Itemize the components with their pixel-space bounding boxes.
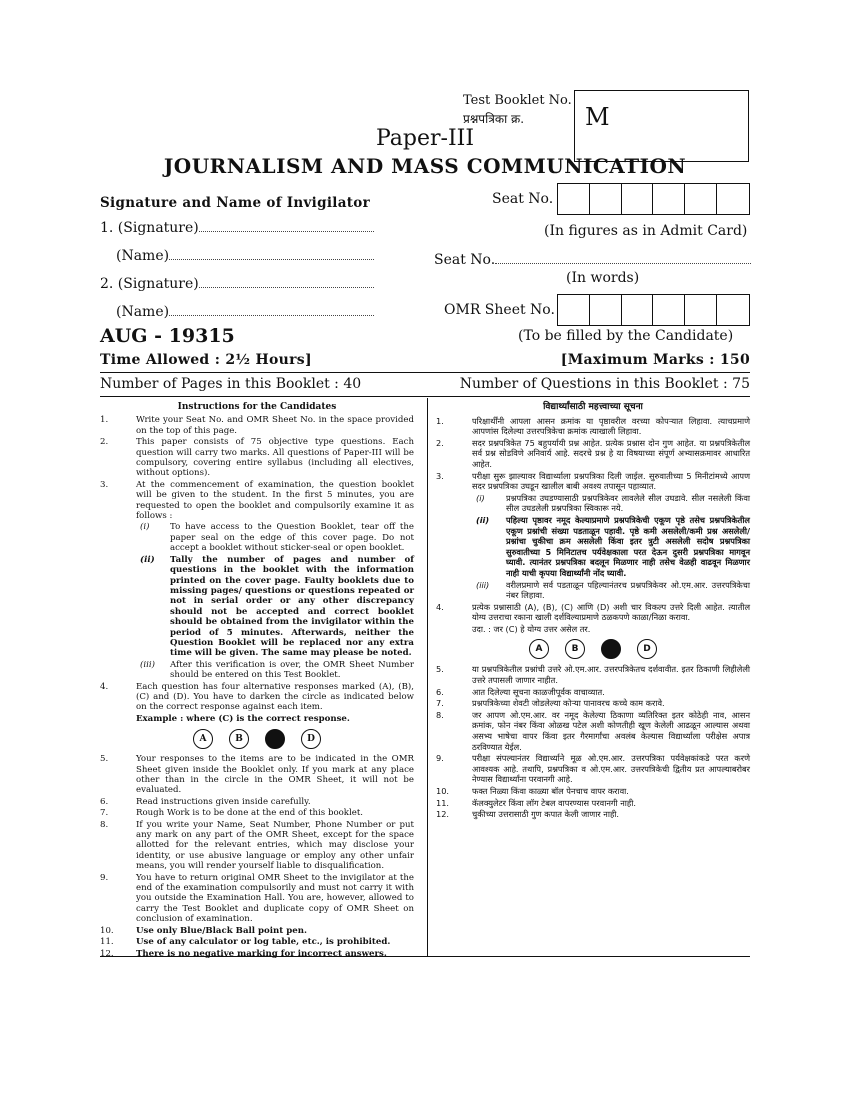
list-item: 3. At the commencement of examination, the question booklet will be given to the student. In the first 5 minutes, you are requested to open the booklet and compulsorily examine it as follows : xyxy=(100,479,414,522)
answer-example-circles-marathi xyxy=(436,639,750,659)
list-item: 6. Read instructions given inside carefully. xyxy=(100,796,311,807)
dotted-line xyxy=(199,277,374,288)
seat-no-words-label: Seat No. xyxy=(434,252,496,268)
signature-1-label: 1. (Signature) xyxy=(100,220,199,236)
list-item: 2. सदर प्रश्नपत्रिकेत 75 बहुपर्यायी प्रश्न आहेत. प्रत्येक प्रश्नास दोन गुण आहेत. या प्रश्नपत्रिकेतील सर्व प्रश्न सोडविणे अनिवार्य आहे. सदरचे प्रश्न हे या विषयाच्या संपूर्ण अभ्यासक्रमावर आधारित आहेत. xyxy=(436,437,750,469)
name-1-line[interactable] xyxy=(116,248,374,264)
dotted-line xyxy=(495,253,751,264)
omr-boxes[interactable] xyxy=(557,294,750,326)
column-divider xyxy=(427,398,428,956)
list-item: 8. If you write your Name, Seat Number, Phone Number or put any mark on any part of the OMR Sheet, except for the space allotted for the relevant entries, which may disclose your identity, or use abusive language or employ any other unfair means, you will render yourself liable to disqualification. xyxy=(100,819,414,872)
paper-label: Paper-III xyxy=(375,126,475,151)
instructions-title-marathi: विद्यार्थ्यांसाठी महत्त्वाच्या सूचना xyxy=(543,402,643,412)
signature-2-line[interactable] xyxy=(100,276,374,292)
list-item: 11. कॅलक्युलेटर किंवा लॉग टेबल वापरण्यास परवानगी नाही. xyxy=(436,797,636,808)
paper-title xyxy=(0,126,850,151)
seat-no-words-line[interactable] xyxy=(434,252,751,268)
signature-2-label: 2. (Signature) xyxy=(100,276,199,292)
omr-note: (To be filled by the Candidate) xyxy=(518,328,734,344)
dotted-line xyxy=(169,249,374,260)
omr-label: OMR Sheet No. xyxy=(444,302,555,318)
list-item: 10. फक्त निळ्या किंवा काळ्या बॉल पेनचाच वापर करावा. xyxy=(436,786,629,796)
list-item: Example : where (C) is the correct response. xyxy=(136,713,350,724)
name-2-line[interactable] xyxy=(116,304,374,320)
instructions-english xyxy=(100,402,414,960)
signature-1-line[interactable] xyxy=(100,220,374,236)
list-item: 5. Your responses to the items are to be indicated in the OMR Sheet given inside the Booklet only. If you mark at any place other than in the circle in the OMR Sheet, it will not be evaluated. xyxy=(100,754,414,796)
list-subitem: (i) प्रश्नपत्रिका उघडण्यासाठी प्रश्नपत्रिकेवर लावलेले सील उघडावे. सील नसलेली किंवा सील उघडलेली प्रश्नपत्रिका स्विकारू नये. xyxy=(476,492,750,514)
booklet-code: M xyxy=(585,103,610,131)
list-item: 9. You have to return original OMR Sheet to the invigilator at the end of the examination compulsorily and must not carry it with you outside the Examination Hall. You are, however, allowed to carry the Test Booklet and duplicate copy of OMR Sheet on conclusion of examination. xyxy=(100,872,414,925)
list-item: 8. जर आपण ओ.एम.आर. वर नमूद केलेल्या ठिकाणा व्यतिरिक्त इतर कोठेही नाव, आसन क्रमांक, फोन नंबर किंवा ओळख पटेल अशी कोणतीही खूण केलेली आढळून आल्यास अथवा असभ्य भाषेचा वापर किंवा इतर गैरमार्गांचा अवलंब केल्यास विद्यार्थ्याला परीक्षेस अपात्र ठरविण्यात येईल. xyxy=(436,709,750,752)
booklet-label-en: Test Booklet No. xyxy=(463,93,572,108)
option-circle-c-filled xyxy=(265,729,285,749)
list-item: 4. Each question has four alternative responses marked (A), (B), (C) and (D). You have to darken the circle as indicated below on the correct response against each item. xyxy=(100,681,414,713)
name-1-label: (Name) xyxy=(116,248,170,264)
list-item: 10. Use only Blue/Black Ball point pen. xyxy=(100,925,307,936)
figures-note: (In figures as in Admit Card) xyxy=(544,223,748,239)
seat-no-label: Seat No. xyxy=(492,191,554,207)
instructions-title: Instructions for the Candidates xyxy=(177,402,337,412)
list-item: 4. प्रत्येक प्रश्नासाठी (A), (B), (C) आणि (D) अशी चार विकल्प उत्तरे दिली आहेत. त्यातील योग्य उत्तराचा रकाना खाली दर्शविल्याप्रमाणे ठळकपणे काळा/निळा करावा. xyxy=(436,601,750,623)
list-item: 2. This paper consists of 75 objective type questions. Each question will carry two marks. All questions of Paper-III will be compulsory, covering entire syllabus (including all electives, without options). xyxy=(100,437,414,479)
dotted-line xyxy=(199,221,374,232)
booklet-number-label xyxy=(463,92,572,128)
seat-no-boxes[interactable] xyxy=(557,183,750,215)
option-circle-b: B xyxy=(565,639,585,659)
time-allowed: Time Allowed : 2½ Hours] xyxy=(100,352,312,368)
list-item: 11. Use of any calculator or log table, etc., is prohibited. xyxy=(100,937,391,948)
invigilator-title: Signature and Name of Invigilator xyxy=(100,195,371,211)
words-note: (In words) xyxy=(566,270,640,286)
list-item: 1. Write your Seat No. and OMR Sheet No. in the space provided on the top of this page. xyxy=(100,415,414,436)
list-item: 12. There is no negative marking for incorrect answers. xyxy=(100,948,387,959)
instructions-marathi xyxy=(436,402,750,821)
list-item: 6. आत दिलेल्या सूचना काळजीपूर्वक वाचाव्यात. xyxy=(436,686,605,697)
questions-count: Number of Questions in this Booklet : 75 xyxy=(459,376,750,392)
pages-count: Number of Pages in this Booklet : 40 xyxy=(100,376,362,392)
list-item: 9. परीक्षा संपल्यानंतर विद्यार्थ्याने मूळ ओ.एम.आर. उत्तरपत्रिका पर्यवेक्षकांकडे परत करणे आवश्यक आहे. तथापि, प्रश्नपत्रिका व ओ.एम.आर. उत्तरपत्रिकेची द्वितीय प्रत आपल्याबरोबर नेण्यास विद्यार्थ्यांना परवानगी आहे. xyxy=(436,753,750,785)
list-item: उदा. : जर (C) हे योग्य उत्तर असेल तर. xyxy=(472,623,591,634)
subject-title: JOURNALISM AND MASS COMMUNICATION xyxy=(163,154,687,178)
answer-example-circles xyxy=(100,729,414,749)
list-item: 7. प्रश्नपत्रिकेच्या शेवटी जोडलेल्या कोऱ्या पानावरच कच्चे काम करावे. xyxy=(436,698,665,709)
booklet-label-mr: प्रश्नपत्रिका क्र. xyxy=(463,112,525,126)
list-subitem: (ii) Tally the number of pages and number of questions in the booklet with the information printed on the cover page. Faulty booklets due to missing pages/ questions or questions repeated or not in serial order or any other discrepancy should not be accepted and correct booklet should be obtained from the invigilator within the period of 5 minutes. Afterwards, neither the Question Booklet will be replaced nor any extra time will be given. The same may please be noted. xyxy=(140,554,414,659)
dotted-line xyxy=(169,305,374,316)
list-item: 7. Rough Work is to be done at the end of this booklet. xyxy=(100,808,364,819)
list-item: 1. परिक्षार्थींनी आपला आसन क्रमांक या पृष्ठावरील वरच्या कोपऱ्यात लिहावा. त्याचप्रमाणे आपणांस दिलेल्या उत्तरपत्रिकेचा क्रमांक त्याखाली लिहावा. xyxy=(436,415,750,437)
list-subitem: (iii) वरीलप्रमाणे सर्व पडताळून पहिल्यानंतरच प्रश्नपत्रिकेवर ओ.एम.आर. उत्तरपत्रिकेचा नंबर लिहावा. xyxy=(476,579,750,601)
divider xyxy=(100,396,750,397)
list-subitem: (i) To have access to the Question Booklet, tear off the paper seal on the edge of this cover page. Do not accept a booklet without sticker-seal or open booklet. xyxy=(140,522,414,554)
exam-code: AUG - 19315 xyxy=(100,325,235,347)
option-circle-d: D xyxy=(301,729,321,749)
list-subitem: (iii) After this verification is over, the OMR Sheet Number should be entered on this Test Booklet. xyxy=(140,659,414,681)
option-circle-a: A xyxy=(193,729,213,749)
list-item: 3. परीक्षा सुरू झाल्यावर विद्यार्थ्याला प्रश्नपत्रिका दिली जाईल. सुरुवातीच्या 5 मिनीटांमध्ये आपण सदर प्रश्नपत्रिका उघडून खालील बाबी अवश्य तपासून पहाव्यात. xyxy=(436,470,750,492)
option-circle-d: D xyxy=(637,639,657,659)
list-item: 12. चुकीच्या उत्तरासाठी गुण कपात केली जाणार नाही. xyxy=(436,809,620,820)
maximum-marks: [Maximum Marks : 150 xyxy=(560,352,750,368)
option-circle-c-filled xyxy=(601,639,621,659)
list-item: 5. या प्रश्नपत्रिकेतील प्रश्नांची उत्तरे ओ.एम.आर. उत्तरपत्रिकेतच दर्शवावीत. इतर ठिकाणी लिहीलेली उत्तरे तपासली जाणार नाहीत. xyxy=(436,664,750,686)
name-2-label: (Name) xyxy=(116,304,170,320)
option-circle-a: A xyxy=(529,639,549,659)
list-subitem: (ii) पहिल्या पृष्ठावर नमूद केल्याप्रमाणे प्रश्नपत्रिकेची एकूण पृष्ठे तसेच प्रश्नपत्रिकेतील एकूण प्रश्नांची संख्या पडताळून पहावी. पृष्ठे कमी असलेली/कमी प्रश्न असलेली/प्रश्नांचा चुकीचा क्रम असलेली किंवा इतर त्रुटी असलेली सदोष प्रश्नपत्रिका सुरुवातीच्या 5 मिनिटातच पर्यवेक्षकाला परत देऊन दुसरी प्रश्नपत्रिका मागवून घ्यावी. त्यानंतर प्रश्नपत्रिका बदलून मिळणार नाही तसेच वेळही वाढवून मिळणार नाही याची कृपया विद्यार्थ्यांनी नोंद घ्यावी. xyxy=(476,514,750,578)
option-circle-b: B xyxy=(229,729,249,749)
divider xyxy=(100,372,750,373)
